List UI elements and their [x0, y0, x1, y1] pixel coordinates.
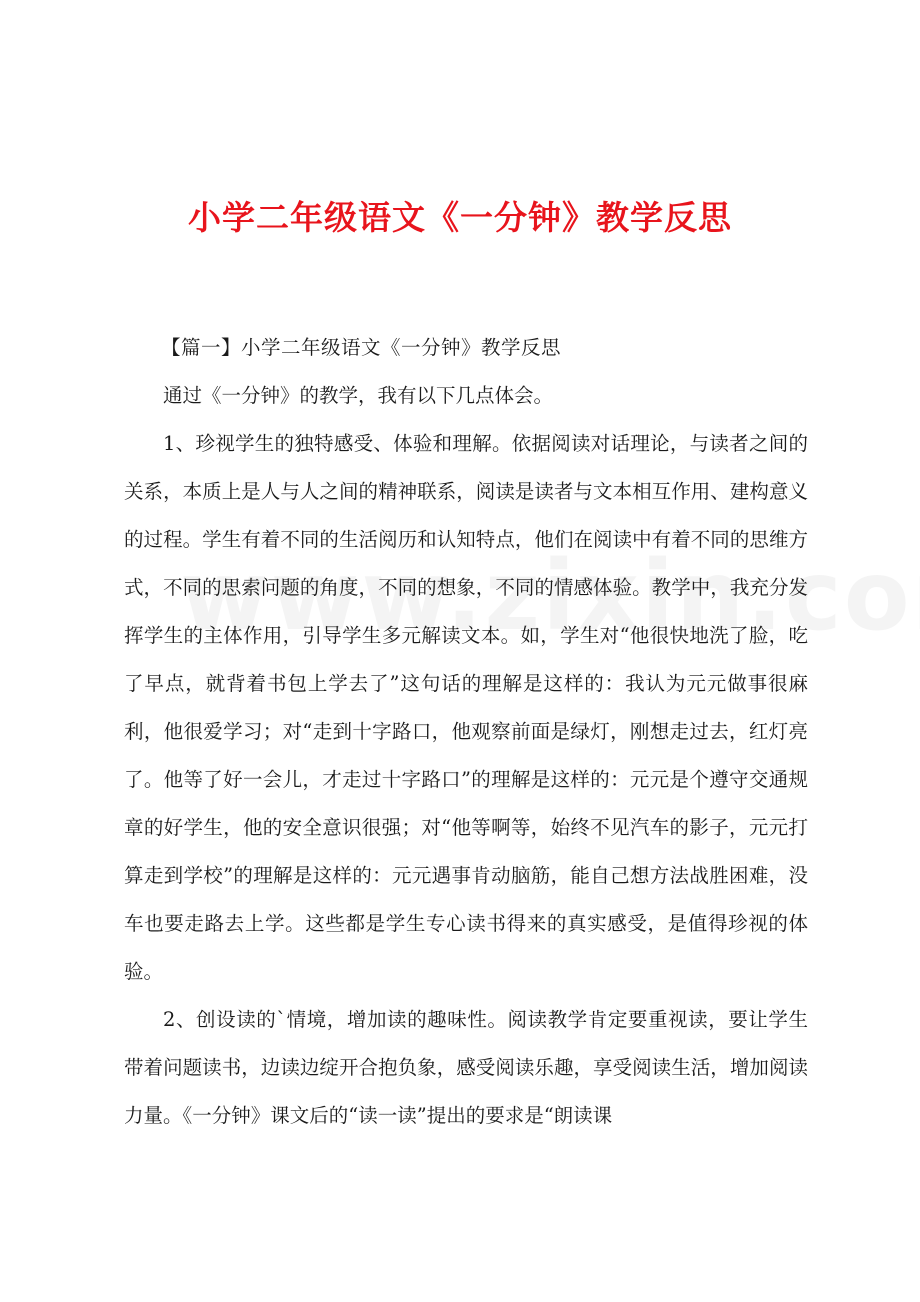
- paragraph-intro: 通过《一分钟》的教学，我有以下几点体会。: [163, 384, 554, 407]
- section-heading: 【篇一】小学二年级语文《一分钟》教学反思: [161, 336, 562, 359]
- paragraph-point-2: 2、创设读的`情境，增加读的趣味性。阅读教学肯定要重视读，要让学生带着问题读书，边读边绽开合抱负象，感受阅读乐趣，享受阅读生活，增加阅读力量。《一分钟》课文后的“读一读”提出的要求是“朗读课: [124, 1008, 808, 1127]
- paragraph-point-1: 1、珍视学生的独特感受、体验和理解。依据阅读对话理论，与读者之间的关系，本质上是人与人之间的精神联系，阅读是读者与文本相互作用、建构意义的过程。学生有着不同的生活阅历和认知特点，他们在阅读中有着不同的思维方式，不同的思索问题的角度，不同的想象，不同的情感体验。教学中，我充分发挥学生的主体作用，引导学生多元解读文本。如，学生对“他很快地洗了脸，吃了早点，就背着书包上学去了”这句话的理解是这样的：我认为元元做事很麻利，他很爱学习；对“走到十字路口，他观察前面是绿灯，刚想走过去，红灯亮了。他等了好一会儿，才走过十字路口”的理解是这样的：元元是个遵守交通规章的好学生，他的安全意识很强；对“他等啊等，始终不见汽车的影子，元元打算走到学校”的理解是这样的：元元遇事肯动脑筋，能自己想方法战胜困难，没车也要走路去上学。这些都是学生专心读书得来的真实感受，是值得珍视的体验。: [124, 432, 808, 983]
- document-body: [124, 324, 808, 1140]
- document-title: 小学二年级语文《一分钟》教学反思: [188, 198, 732, 237]
